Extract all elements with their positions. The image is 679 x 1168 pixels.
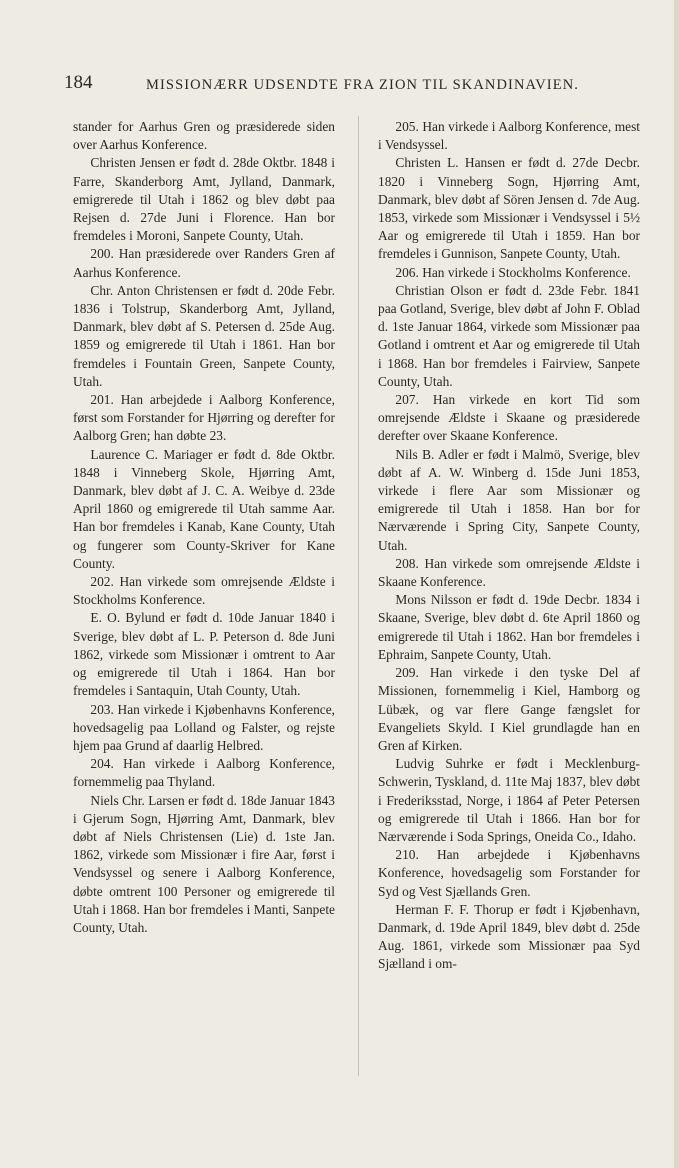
paragraph: 210. Han arbejdede i Kjøbenhavns Konference, hovedsagelig som Forstander for Syd og Vest Sjællands Gren. bbox=[378, 847, 640, 899]
paragraph: Ludvig Suhrke er født i Mecklenburg-Schwerin, Tyskland, d. 11te Maj 1837, blev døbt i Frederiksstad, Norge, i 1864 af Peter Petersen og emigrerede til Utah i 1866. Han bor for Nærværende i Soda Springs, Oneida Co., Idaho. bbox=[378, 756, 640, 844]
page-number: 184 bbox=[64, 72, 93, 93]
paragraph: Christen Jensen er født d. 28de Oktbr. 1848 i Farre, Skanderborg Amt, Jylland, Danmark, emigrerede til Utah i 1862 og blev døbt paa Rejsen d. 27de Juni i Florence. Han bor fremdeles i Moroni, Sanpete County, Utah. bbox=[73, 155, 335, 244]
paragraph: Nils B. Adler er født i Malmö, Sverige, blev døbt af A. W. Winberg d. 15de Juni 1853, virkede i flere Aar som Missionær og emigrerede til Utah i 1858. Han bor for Nærværende i Spring City, Sanpete County, Utah. bbox=[378, 446, 640, 553]
paragraph: 209. Han virkede i den tyske Del af Missionen, fornemmelig i Kiel, Hamborg og Lübæk, og var flere Gange fængslet for Evangeliets Skyld. I Kiel grundlagde han en Gren af Kirken. bbox=[378, 665, 640, 753]
paragraph: Herman F. F. Thorup er født i Kjøbenhavn, Danmark, d. 19de April 1849, blev døbt d. 25de Aug. 1861, virkede som Missionær paa Syd Sjælland i om- bbox=[378, 901, 640, 972]
paragraph: 202. Han virkede som omrejsende Ældste i Stockholms Konference. bbox=[73, 574, 335, 608]
paragraph: 208. Han virkede som omrejsende Ældste i Skaane Konference. bbox=[378, 555, 640, 590]
page-header bbox=[64, 72, 639, 98]
running-title: MISSIONÆRR UDSENDTE FRA ZION TIL SKANDINAVIEN. bbox=[146, 77, 579, 93]
paragraph: Niels Chr. Larsen er født d. 18de Januar 1843 i Gjerum Sogn, Hjørring Amt, Danmark, blev døbt af Niels Christensen (Lie) d. 1ste Jan. 1862, virkede som Missionær i fire Aar, først i Vendsyssel og senere i Aalborg Konference, døbte omtrent 100 Personer og emigrerede til Utah i 1868. Han bor fremdeles i Manti, Sanpete County, Utah. bbox=[73, 792, 335, 935]
paragraph: 204. Han virkede i Aalborg Konference, fornemmelig paa Thyland. bbox=[73, 756, 335, 790]
paragraph: Christen L. Hansen er født d. 27de Decbr. 1820 i Vinneberg Sogn, Hjørring Amt, Danmark, blev døbt af Sören Jensen d. 7de Aug. 1853, virkede som Missionær i Vendsyssel i 5½ Aar og emigrerede til Utah i 1859. Han bor fremdeles i Gunnison, Sanpete County, Utah. bbox=[378, 155, 640, 262]
paragraph: stander for Aarhus Gren og præsiderede siden over Aarhus Konference. bbox=[73, 119, 335, 153]
left-column bbox=[73, 118, 335, 937]
right-column bbox=[378, 118, 640, 974]
paragraph: Mons Nilsson er født d. 19de Decbr. 1834 i Skaane, Sverige, blev døbt d. 6te April 1860 og emigrerede til Utah i 1862. Han bor fremdeles i Ephraim, Sanpete County, Utah. bbox=[378, 592, 640, 662]
paragraph: 207. Han virkede en kort Tid som omrejsende Ældste i Skaane og præsiderede derefter over Skaane Konference. bbox=[378, 392, 640, 444]
paragraph: 205. Han virkede i Aalborg Konference, mest i Vendsyssel. bbox=[378, 119, 640, 153]
paragraph: 201. Han arbejdede i Aalborg Konference, først som Forstander for Hjørring og derefter for Aalborg Gren; han døbte 23. bbox=[73, 392, 335, 444]
page-edge bbox=[674, 0, 679, 1168]
paragraph: 206. Han virkede i Stockholms Konference. bbox=[395, 264, 631, 280]
paragraph: Christian Olson er født d. 23de Febr. 1841 paa Gotland, Sverige, blev døbt af John F. Oblad d. 1ste Januar 1864, virkede som Missionær paa Gotland i omtrent et Aar og emigrerede til Utah i 1868. Han bor fremdeles i Fairview, Sanpete County, Utah. bbox=[378, 282, 640, 389]
paragraph: E. O. Bylund er født d. 10de Januar 1840 i Sverige, blev døbt af L. P. Peterson d. 8de Juni 1862, virkede som Missionær i omtrent to Aar og emigrerede til Utah i 1864. Han bor fremdeles i Santaquin, Utah County, Utah. bbox=[73, 610, 335, 699]
column-divider bbox=[358, 116, 359, 1076]
paragraph: Laurence C. Mariager er født d. 8de Oktbr. 1848 i Vinneberg Skole, Hjørring Amt, Danmark, blev døbt af J. C. A. Weibye d. 23de April 1860 og emigrerede til Utah samme Aar. Han bor fremdeles i Kanab, Kane County, Utah og fungerer som County-Skriver for Kane County. bbox=[73, 446, 335, 571]
paragraph: 200. Han præsiderede over Randers Gren af Aarhus Konference. bbox=[73, 246, 335, 280]
paragraph: 203. Han virkede i Kjøbenhavns Konference, hovedsagelig paa Lolland og Falster, og rejste hjem paa Grund af daarlig Helbred. bbox=[73, 701, 335, 753]
paragraph: Chr. Anton Christensen er født d. 20de Febr. 1836 i Tolstrup, Skanderborg Amt, Jylland, Danmark, blev døbt af S. Petersen d. 25de Aug. 1859 og emigrerede til Utah i 1861. Han bor fremdeles i Fountain Green, Sanpete County, Utah. bbox=[73, 282, 335, 389]
